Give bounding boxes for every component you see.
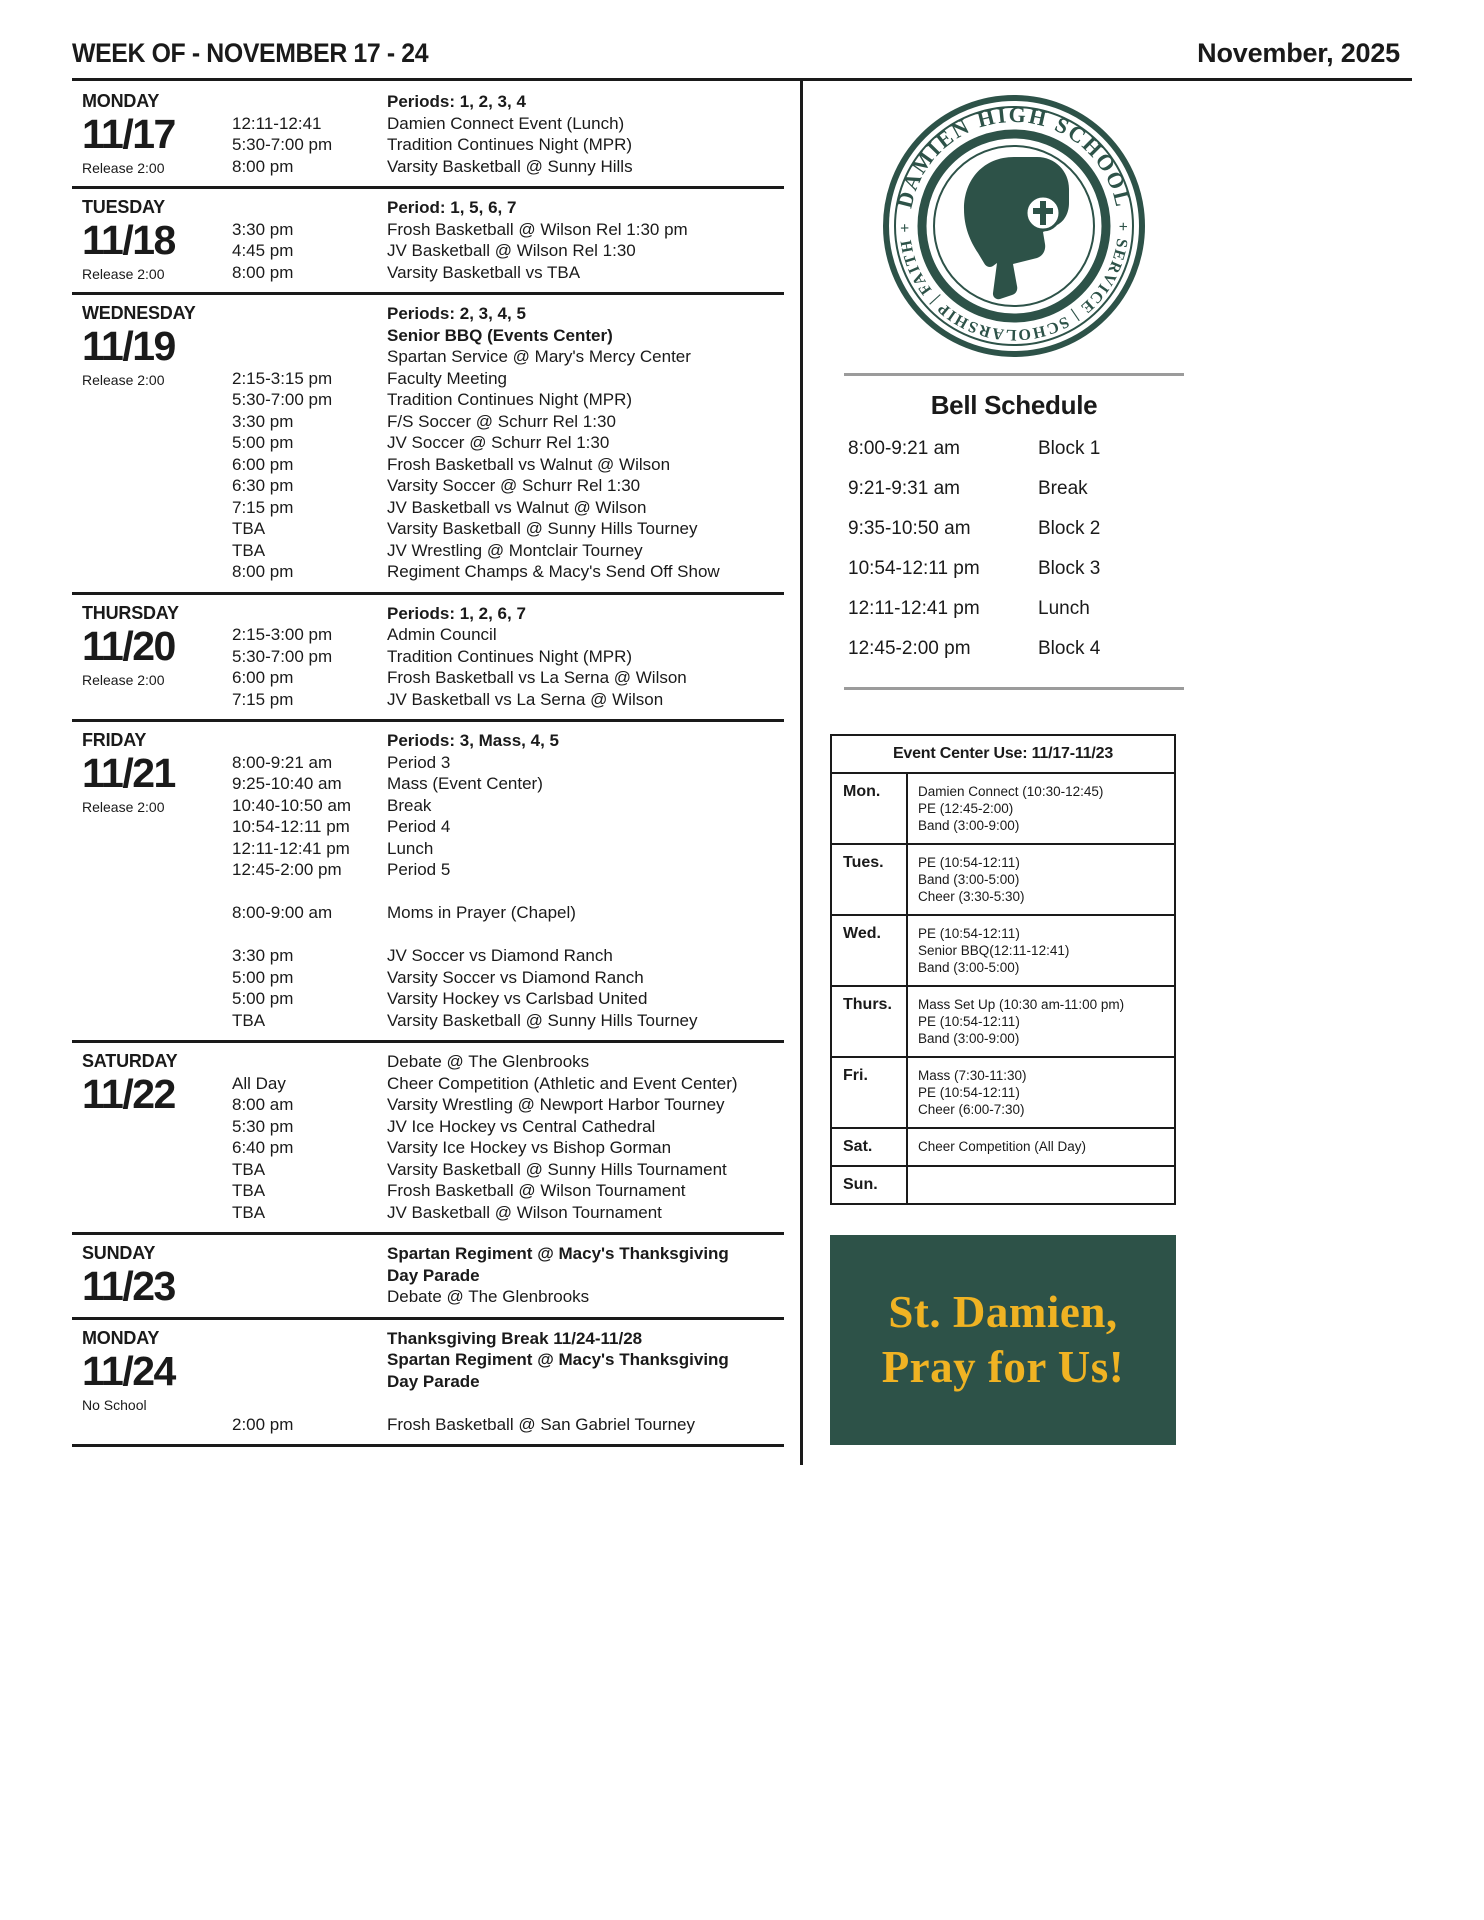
event-time: 2:15-3:15 pm <box>232 368 333 388</box>
event-center-item: Band (3:00-5:00) <box>918 960 1020 975</box>
day-date-number: 11/24 <box>82 1347 175 1394</box>
day-times-column <box>232 730 387 1031</box>
event-text: Frosh Basketball @ Wilson Tournament <box>387 1181 686 1200</box>
day-times-column <box>232 1328 387 1436</box>
day-date-number: 11/21 <box>82 750 175 796</box>
day-date-column <box>72 730 232 1031</box>
day-times-column <box>232 1051 387 1223</box>
event-text: Faculty Meeting <box>387 368 507 388</box>
day-block <box>72 595 784 723</box>
event-spacer <box>387 1392 784 1414</box>
table-row <box>831 1057 1175 1128</box>
event-text: Lunch <box>387 838 434 858</box>
event-time: 3:30 pm <box>232 411 294 431</box>
release-time-label: Release 2:00 <box>82 799 165 815</box>
event-time: 12:45-2:00 pm <box>232 860 342 879</box>
time-spacer <box>232 881 387 903</box>
event-text: Frosh Basketball vs Walnut @ Wilson <box>387 454 671 474</box>
damien-high-school-seal-icon <box>883 95 1145 357</box>
bell-time: 12:11-12:41 pm <box>848 598 980 619</box>
event-center-day: Thurs. <box>831 986 907 1057</box>
day-date-number: 11/23 <box>82 1263 175 1309</box>
day-date-column <box>72 197 232 283</box>
event-center-title: Event Center Use: 11/17-11/23 <box>831 735 1175 773</box>
event-center-item: PE (10:54-12:11) <box>918 926 1020 941</box>
event-text: JV Basketball vs Walnut @ Wilson <box>387 497 647 517</box>
event-center-day: Sun. <box>831 1166 907 1204</box>
event-text: Varsity Basketball @ Sunny Hills Tourney <box>387 1010 698 1030</box>
event-center-item: Damien Connect (10:30-12:45) <box>918 784 1104 799</box>
event-text: Admin Council <box>387 625 497 644</box>
event-text: Varsity Ice Hockey vs Bishop Gorman <box>387 1138 672 1157</box>
event-center-items <box>907 1166 1175 1204</box>
time-spacer <box>232 1243 387 1265</box>
bell-block-label: Block 2 <box>1038 518 1101 539</box>
event-time: 6:40 pm <box>232 1138 294 1157</box>
event-text: Period 4 <box>387 817 451 836</box>
day-events-column <box>387 1051 784 1223</box>
event-center-item: Mass (7:30-11:30) <box>918 1068 1027 1083</box>
release-time-label: Release 2:00 <box>82 266 165 282</box>
event-text: Frosh Basketball vs La Serna @ Wilson <box>387 668 687 687</box>
event-center-day: Sat. <box>831 1128 907 1166</box>
event-time: 8:00 pm <box>232 562 294 581</box>
event-text: JV Soccer @ Schurr Rel 1:30 <box>387 433 610 452</box>
event-time: 9:25-10:40 am <box>232 774 342 793</box>
time-spacer <box>232 303 387 325</box>
st-damien-poster <box>830 1235 1176 1445</box>
event-text: Tradition Continues Night (MPR) <box>387 135 633 154</box>
day-highlight-line: Spartan Regiment @ Macy's Thanksgiving <box>387 1350 729 1369</box>
table-row <box>831 773 1175 844</box>
event-time: 5:30 pm <box>232 1116 294 1136</box>
day-highlight-line: Spartan Regiment @ Macy's Thanksgiving <box>387 1244 729 1263</box>
event-text: F/S Soccer @ Schurr Rel 1:30 <box>387 411 616 431</box>
event-time: 5:30-7:00 pm <box>232 646 333 666</box>
event-time: 5:30-7:00 pm <box>232 135 333 154</box>
bell-block-label: Block 1 <box>1038 438 1101 459</box>
event-time: 3:30 pm <box>232 946 294 965</box>
bell-schedule-row <box>830 469 1198 509</box>
day-events-column <box>387 303 784 583</box>
event-time: 8:00 am <box>232 1095 294 1114</box>
day-date-column <box>72 1243 232 1308</box>
bell-schedule-row <box>830 589 1198 629</box>
time-spacer <box>232 730 387 752</box>
day-date-column <box>72 1328 232 1436</box>
time-spacer <box>232 1286 387 1308</box>
event-time: 12:11-12:41 <box>232 113 322 133</box>
day-times-column <box>232 1243 387 1308</box>
day-name: WEDNESDAY <box>82 303 196 323</box>
event-text: Frosh Basketball @ San Gabriel Tourney <box>387 1414 695 1434</box>
event-text: Varsity Basketball @ Sunny Hills Tournament <box>387 1159 727 1179</box>
event-text: JV Soccer vs Diamond Ranch <box>387 946 613 965</box>
column-divider <box>784 81 818 1465</box>
event-text: JV Basketball @ Wilson Rel 1:30 <box>387 241 636 260</box>
event-center-items <box>907 986 1175 1057</box>
bell-block-label: Block 4 <box>1038 638 1101 659</box>
day-events-column <box>387 197 784 283</box>
release-time-label: Release 2:00 <box>82 372 165 388</box>
day-date-column <box>72 303 232 583</box>
event-text: JV Ice Hockey vs Central Cathedral <box>387 1116 656 1136</box>
day-block <box>72 1043 784 1235</box>
day-block <box>72 1235 784 1320</box>
periods-label: Period: 1, 5, 6, 7 <box>387 198 517 217</box>
event-text: Varsity Soccer @ Schurr Rel 1:30 <box>387 476 641 495</box>
day-times-column <box>232 303 387 583</box>
bell-time: 9:21-9:31 am <box>848 478 960 499</box>
event-time: 4:45 pm <box>232 241 294 260</box>
day-times-column <box>232 91 387 177</box>
event-center-day: Tues. <box>831 844 907 915</box>
event-text: Mass (Event Center) <box>387 774 543 793</box>
bell-schedule-row <box>830 629 1198 669</box>
day-date-column <box>72 1051 232 1223</box>
time-spacer <box>232 1349 387 1371</box>
time-spacer <box>232 603 387 625</box>
time-spacer <box>232 1328 387 1350</box>
time-spacer <box>232 1051 387 1073</box>
event-center-items <box>907 1128 1175 1166</box>
day-name: MONDAY <box>82 1327 160 1348</box>
month-year-label: November, 2025 <box>1197 38 1400 68</box>
event-center-day: Mon. <box>831 773 907 844</box>
event-center-item: PE (10:54-12:11) <box>918 1085 1020 1100</box>
periods-label: Periods: 1, 2, 6, 7 <box>387 603 526 623</box>
event-text: Frosh Basketball @ Wilson Rel 1:30 pm <box>387 219 688 239</box>
event-time: TBA <box>232 1010 266 1030</box>
page-header <box>72 0 1412 69</box>
day-times-column <box>232 197 387 283</box>
event-time: 7:15 pm <box>232 497 294 517</box>
event-center-item: PE (10:54-12:11) <box>918 855 1020 870</box>
day-date-number: 11/18 <box>82 217 175 263</box>
day-name: SATURDAY <box>82 1051 178 1071</box>
day-date-number: 11/19 <box>82 323 175 369</box>
event-time: 5:00 pm <box>232 989 294 1008</box>
event-text: Break <box>387 795 432 815</box>
day-events-column <box>387 603 784 711</box>
event-text: Debate @ The Glenbrooks <box>387 1052 590 1071</box>
event-center-item: Cheer Competition (All Day) <box>918 1139 1087 1154</box>
sidebar-divider-bottom <box>844 687 1184 690</box>
event-text: Regiment Champs & Macy's Send Off Show <box>387 562 720 581</box>
event-spacer <box>387 924 784 946</box>
event-center-item: Band (3:00-9:00) <box>918 1031 1020 1046</box>
poster-line-2: Pray for Us! <box>881 1342 1125 1392</box>
event-time: All Day <box>232 1073 286 1093</box>
event-time: TBA <box>232 1181 266 1200</box>
event-text: Period 3 <box>387 752 451 772</box>
time-spacer <box>232 1265 387 1287</box>
event-text: Varsity Wrestling @ Newport Harbor Tourney <box>387 1095 725 1114</box>
page-title: WEEK OF - NOVEMBER 17 - 24 <box>72 38 429 68</box>
event-text: Varsity Basketball @ Sunny Hills <box>387 156 633 176</box>
day-name: THURSDAY <box>82 602 179 623</box>
day-name: FRIDAY <box>82 730 147 750</box>
release-time-label: Release 2:00 <box>82 160 165 176</box>
event-text: Varsity Hockey vs Carlsbad United <box>387 989 648 1008</box>
event-text: Moms in Prayer (Chapel) <box>387 903 576 922</box>
day-highlight-line: Day Parade <box>387 1371 480 1391</box>
time-spacer <box>232 1371 387 1393</box>
event-time: 7:15 pm <box>232 689 294 709</box>
bell-schedule-row <box>830 429 1198 469</box>
event-text: JV Wrestling @ Montclair Tourney <box>387 540 643 560</box>
event-center-items <box>907 844 1175 915</box>
time-spacer <box>232 924 387 946</box>
day-block <box>72 295 784 595</box>
day-events-column <box>387 1243 784 1308</box>
day-block <box>72 81 784 189</box>
day-name: MONDAY <box>82 91 160 111</box>
event-time: TBA <box>232 1159 266 1179</box>
release-time-label: Release 2:00 <box>82 671 165 688</box>
event-text: Spartan Service @ Mary's Mercy Center <box>387 347 691 366</box>
table-row <box>831 844 1175 915</box>
day-times-column <box>232 603 387 711</box>
day-block <box>72 1320 784 1448</box>
table-row <box>831 1128 1175 1166</box>
event-center-items <box>907 773 1175 844</box>
sidebar <box>818 81 1198 1465</box>
poster-line-1: St. Damien, <box>888 1287 1118 1337</box>
table-row <box>831 1166 1175 1204</box>
event-text: JV Basketball vs La Serna @ Wilson <box>387 689 664 709</box>
bell-block-label: Block 3 <box>1038 558 1101 579</box>
event-text: Tradition Continues Night (MPR) <box>387 646 633 666</box>
event-time: 8:00-9:00 am <box>232 903 333 922</box>
school-logo-wrap <box>830 81 1198 367</box>
event-center-item: PE (12:45-2:00) <box>918 801 1014 816</box>
event-time: 8:00-9:21 am <box>232 752 333 772</box>
event-center-item: Cheer (3:30-5:30) <box>918 889 1025 904</box>
event-center-day: Fri. <box>831 1057 907 1128</box>
event-time: 6:00 pm <box>232 668 294 687</box>
event-time: 5:00 pm <box>232 433 294 452</box>
day-date-column <box>72 603 232 711</box>
event-spacer <box>387 881 784 903</box>
event-time: TBA <box>232 1202 266 1222</box>
day-events-column <box>387 730 784 1031</box>
bell-time: 12:45-2:00 pm <box>848 638 971 659</box>
table-row <box>831 986 1175 1057</box>
event-center-day: Wed. <box>831 915 907 986</box>
event-time: 6:30 pm <box>232 476 294 495</box>
event-time: 5:00 pm <box>232 967 294 987</box>
event-time: TBA <box>232 519 266 538</box>
event-text: Varsity Basketball vs TBA <box>387 262 581 282</box>
day-subtitle: Senior BBQ (Events Center) <box>387 325 613 345</box>
bell-schedule-table <box>830 429 1198 669</box>
bell-time: 9:35-10:50 am <box>848 518 971 539</box>
event-text: Period 5 <box>387 860 451 879</box>
time-spacer <box>232 346 387 368</box>
event-center-items <box>907 1057 1175 1128</box>
event-time: 3:30 pm <box>232 219 294 239</box>
event-text: Tradition Continues Night (MPR) <box>387 390 633 409</box>
event-text: Cheer Competition (Athletic and Event Center) <box>387 1073 738 1093</box>
event-time: 2:15-3:00 pm <box>232 625 333 644</box>
event-text: JV Basketball @ Wilson Tournament <box>387 1202 662 1222</box>
event-center-item: Band (3:00-9:00) <box>918 818 1020 833</box>
day-name: TUESDAY <box>82 197 165 217</box>
weekly-schedule-list <box>72 81 784 1465</box>
bell-time: 10:54-12:11 pm <box>848 558 980 579</box>
event-center-item: Cheer (6:00-7:30) <box>918 1102 1025 1117</box>
day-date-number: 11/22 <box>82 1071 175 1117</box>
event-time: 8:00 pm <box>232 156 294 176</box>
day-highlight-line: Day Parade <box>387 1265 480 1285</box>
periods-label: Periods: 2, 3, 4, 5 <box>387 304 526 323</box>
time-spacer <box>232 325 387 347</box>
day-date-number: 11/17 <box>82 111 175 157</box>
bell-schedule-row <box>830 549 1198 589</box>
release-time-label: No School <box>82 1396 147 1413</box>
event-time: 10:40-10:50 am <box>232 795 352 815</box>
event-text: Varsity Basketball @ Sunny Hills Tourney <box>387 519 698 538</box>
event-text: Varsity Soccer vs Diamond Ranch <box>387 967 644 987</box>
table-row <box>831 915 1175 986</box>
periods-label: Periods: 3, Mass, 4, 5 <box>387 731 559 750</box>
day-name: SUNDAY <box>82 1243 156 1263</box>
event-center-item: Senior BBQ(12:11-12:41) <box>918 943 1070 958</box>
time-spacer <box>232 91 387 113</box>
event-center-item: PE (10:54-12:11) <box>918 1014 1020 1029</box>
periods-label: Periods: 1, 2, 3, 4 <box>387 92 526 111</box>
day-events-column <box>387 91 784 177</box>
day-highlight-line: Thanksgiving Break 11/24-11/28 <box>387 1328 643 1348</box>
event-time: 2:00 pm <box>232 1414 294 1434</box>
event-center-use-table <box>830 734 1176 1205</box>
event-center-item: Band (3:00-5:00) <box>918 872 1020 887</box>
event-time: 12:11-12:41 pm <box>232 838 350 858</box>
event-time: 10:54-12:11 pm <box>232 817 350 836</box>
time-spacer <box>232 1392 387 1414</box>
bell-schedule-row <box>830 509 1198 549</box>
day-block <box>72 722 784 1043</box>
bell-block-label: Break <box>1038 478 1088 499</box>
bell-schedule-title: Bell Schedule <box>930 390 1098 420</box>
event-center-items <box>907 915 1175 986</box>
event-time: 8:00 pm <box>232 262 294 282</box>
bell-block-label: Lunch <box>1038 598 1090 619</box>
day-date-number: 11/20 <box>82 622 175 669</box>
day-date-column <box>72 91 232 177</box>
day-block <box>72 189 784 295</box>
event-time: TBA <box>232 540 266 560</box>
svg-text:DAMIEN HIGH SCHOOL: DAMIEN HIGH SCHOOL <box>891 101 1137 211</box>
event-time: 6:00 pm <box>232 454 294 474</box>
time-spacer <box>232 197 387 219</box>
day-events-column <box>387 1328 784 1436</box>
svg-text:+ SERVICE | SCHOLARSHIP | FAIT: + SERVICE | SCHOLARSHIP | FAITH + <box>896 221 1132 344</box>
event-text: Debate @ The Glenbrooks <box>387 1287 590 1306</box>
event-center-item: Mass Set Up (10:30 am-11:00 pm) <box>918 997 1125 1012</box>
event-time: 5:30-7:00 pm <box>232 390 333 409</box>
event-text: Damien Connect Event (Lunch) <box>387 113 625 133</box>
bell-time: 8:00-9:21 am <box>848 438 960 459</box>
